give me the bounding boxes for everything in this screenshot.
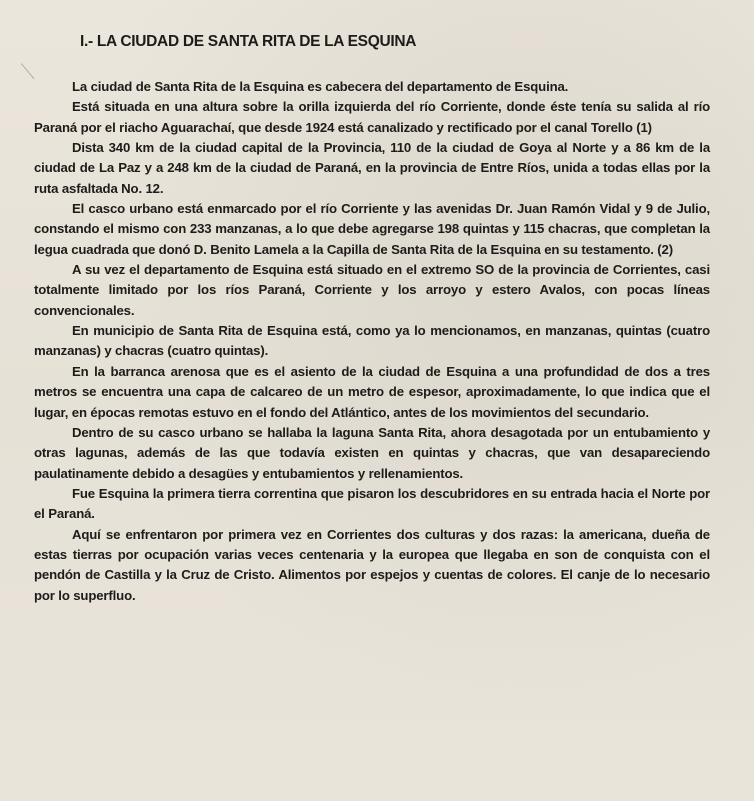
- paragraph: Dentro de su casco urbano se hallaba la laguna Santa Rita, ahora desagotada por un entubamiento y otras lagunas, además de las que todavía existen en quintas y chacras, que van desapareciendo paulatinamente debido a desagües y entubamientos y rellenamientos.: [34, 424, 710, 481]
- body-text: [34, 77, 710, 606]
- paragraph: La ciudad de Santa Rita de la Esquina es cabecera del departamento de Esquina.: [72, 79, 569, 94]
- paragraph: En municipio de Santa Rita de Esquina está, como ya lo mencionamos, en manzanas, quintas (cuatro manzanas) y chacras (cuatro quintas).: [34, 323, 710, 359]
- paragraph: Dista 340 km de la ciudad capital de la Provincia, 110 de la ciudad de Goya al Norte y a 86 km de la ciudad de La Paz y a 248 km de la ciudad de Paraná, en la provincia de Entre Ríos, unida a todas ellas por la ruta asfaltada No. 12.: [34, 140, 710, 196]
- paragraph: Aquí se enfrentaron por primera vez en Corrientes dos culturas y dos razas: la americana, dueña de estas tierras por ocupación varias veces centenaria y la europea que llegaba en son de conquista con el pendón de Castilla y la Cruz de Cristo. Alimentos por espejos y cuentas de colores. El canje de lo necesario por lo superfluo.: [34, 526, 710, 603]
- pen-mark: [21, 57, 42, 79]
- paragraph: A su vez el departamento de Esquina está situado en el extremo SO de la provincia de Corrientes, casi totalmente limitado por los ríos Paraná, Corriente y los arroyo y estero Avalos, con pocas líneas convencionales.: [34, 262, 710, 318]
- paragraph: Fue Esquina la primera tierra correntina que pisaron los descubridores en su entrada hacia el Norte por el Paraná.: [34, 485, 710, 522]
- paragraph: El casco urbano está enmarcado por el río Corriente y las avenidas Dr. Juan Ramón Vidal y 9 de Julio, constando el mismo con 233 manzanas, a lo que debe agregarse 198 quintas y 115 chacras, que completan la legua cuadrada que donó D. Benito Lamela a la Capilla de Santa Rita de la Esquina en su testamento. (2): [34, 201, 710, 257]
- paragraph: En la barranca arenosa que es el asiento de la ciudad de Esquina a una profundidad de dos a tres metros se encuentra una capa de calcareo de un metro de espesor, aproximadamente, lo que indica que el lugar, en épocas remotas estuvo en el fondo del Atlántico, antes de los movimientos del secundario.: [34, 363, 710, 420]
- section-heading: I.- LA CIUDAD DE SANTA RITA DE LA ESQUINA: [80, 33, 417, 50]
- paragraph: Está situada en una altura sobre la orilla izquierda del río Corriente, donde éste tenía su salida al río Paraná por el riacho Aguarachaí, que desde 1924 está canalizado y rectificado por el canal Torello (1): [34, 99, 710, 135]
